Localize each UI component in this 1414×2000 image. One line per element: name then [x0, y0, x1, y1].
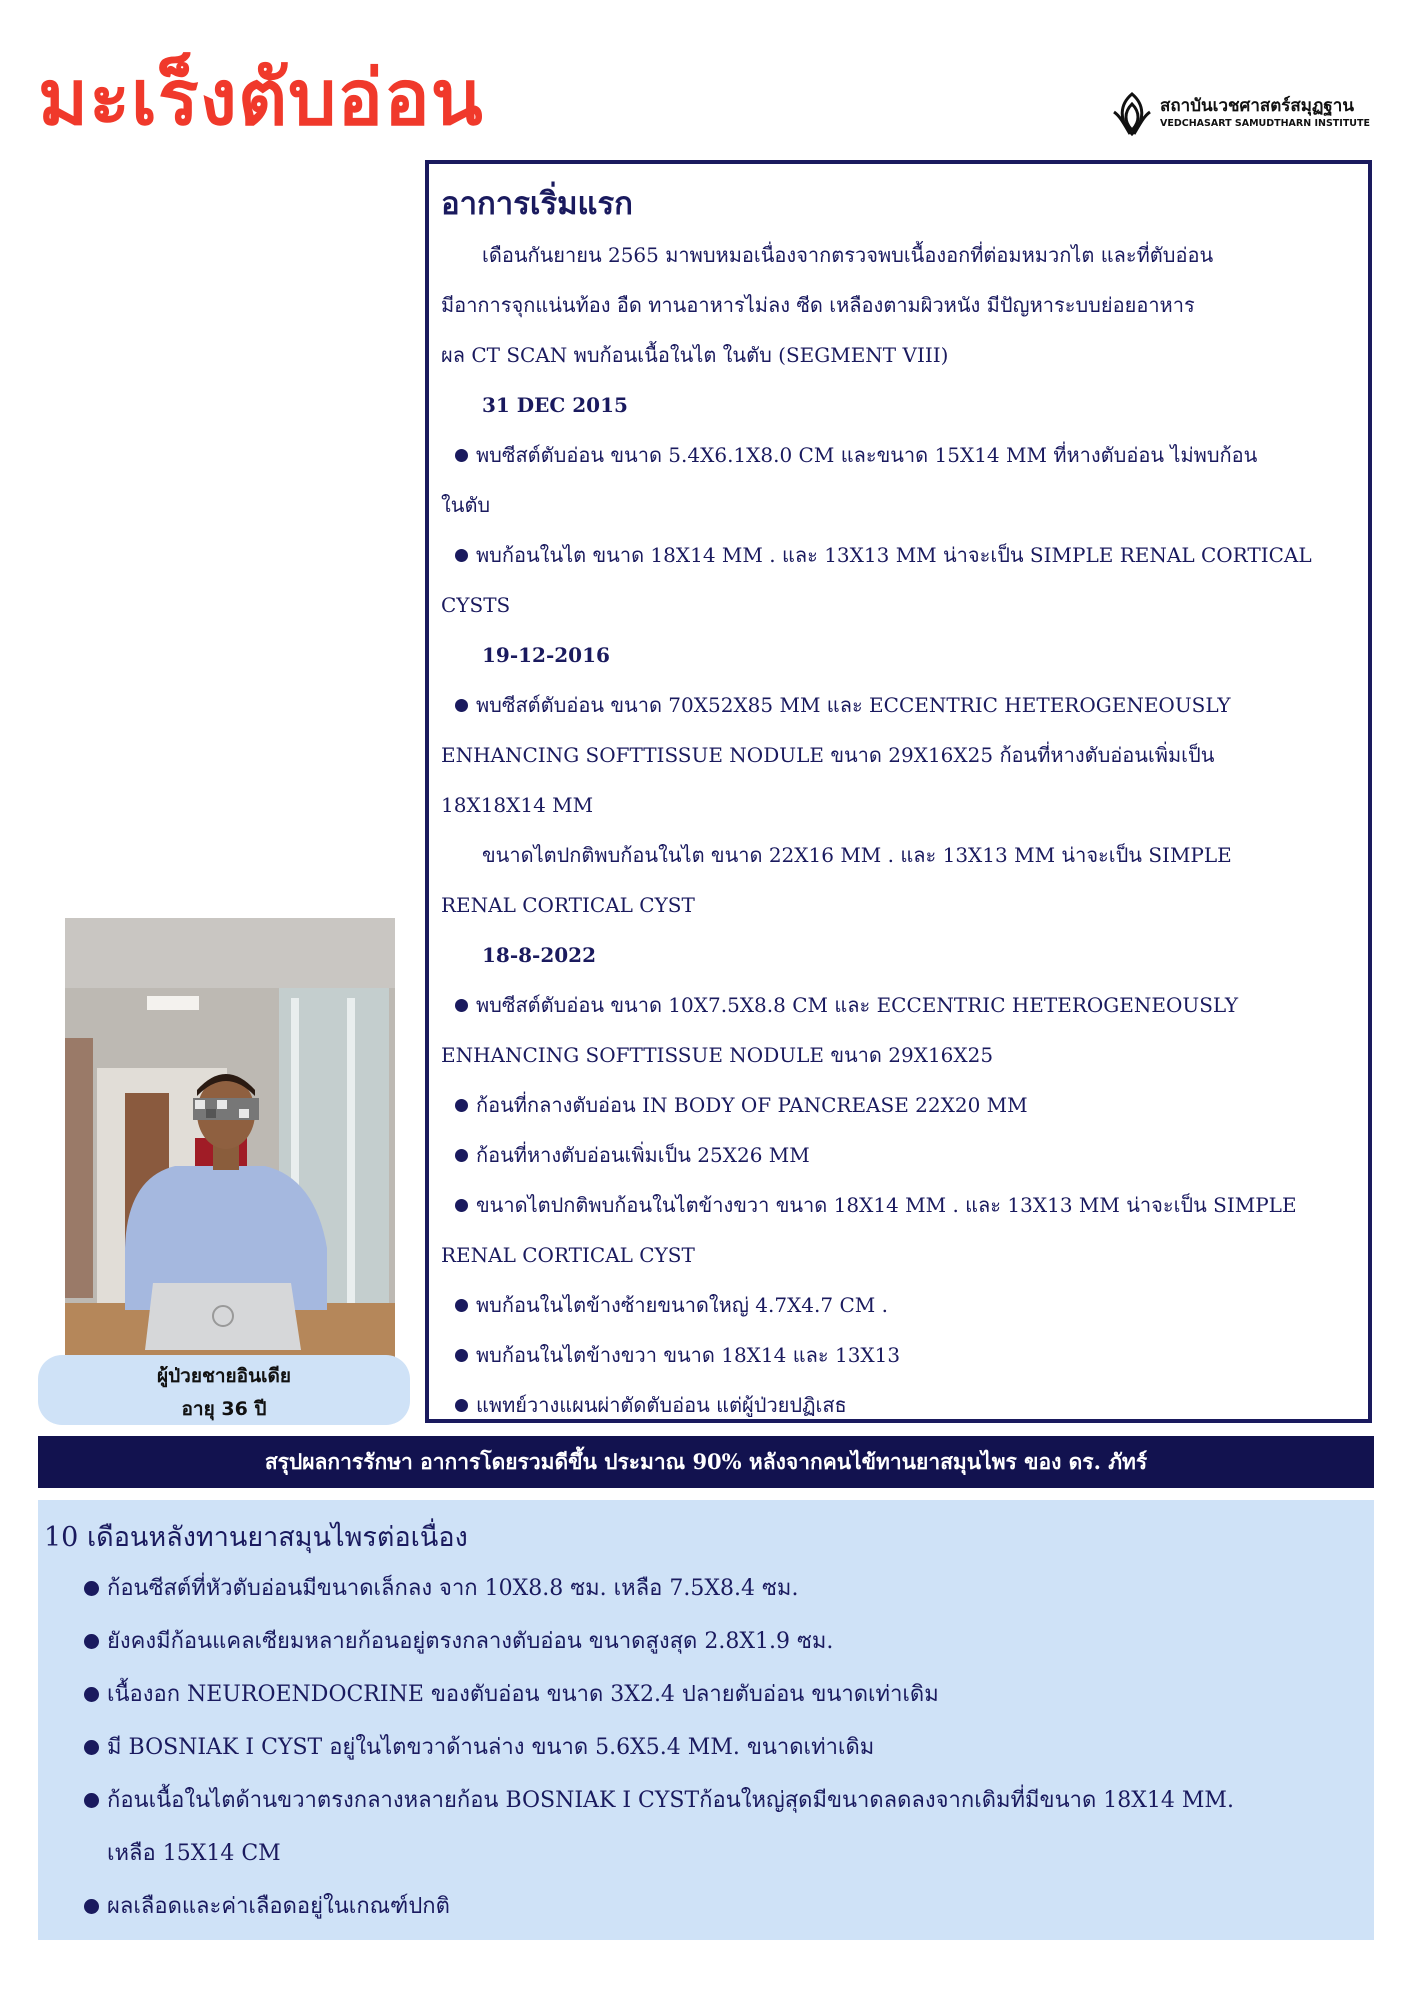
- bullet-icon: [84, 1634, 99, 1649]
- bullet-icon: [84, 1899, 99, 1914]
- patient-age: อายุ 36 ปี: [181, 1398, 267, 1420]
- summary-bullet-text: ยังคงมีก้อนแคลเซียมหลายก้อนอยู่ตรงกลางตับอ่อน ขนาดสูงสุด 2.8X1.9 ซม.: [107, 1629, 834, 1654]
- bullet-icon: [455, 449, 468, 462]
- bullet-icon: [455, 549, 468, 562]
- bullet-icon: [455, 1199, 468, 1212]
- bullet-icon: [455, 699, 468, 712]
- bullet-icon: [84, 1793, 99, 1808]
- lotus-logo-icon: [1110, 90, 1154, 138]
- history-bullet-item: [441, 1080, 1368, 1130]
- history-line: มีอาการจุกแน่นท้อง อืด ทานอาหารไม่ลง ซีด เหลืองตามผิวหนัง มีปัญหาระบบย่อยอาหาร: [441, 293, 1195, 318]
- history-bullet-text: พบก้อนในไตข้างขวา ขนาด 18X14 และ 13X13: [476, 1343, 901, 1368]
- history-bullet-item: [441, 1180, 1368, 1230]
- history-line: ผล CT SCAN พบก้อนเนื้อในไต ในตับ (SEGMENT VIII): [441, 343, 949, 368]
- history-box: [425, 160, 1372, 1423]
- history-line: CYSTS: [441, 593, 511, 618]
- history-bullet-text: พบก้อนในไตข้างซ้ายขนาดใหญ่ 4.7X4.7 CM .: [476, 1293, 888, 1318]
- summary-bullet-text: เนื้องอก NEUROENDOCRINE ของตับอ่อน ขนาด 3X2.4 ปลายตับอ่อน ขนาดเท่าเดิม: [107, 1682, 939, 1707]
- history-line: ENHANCING SOFTTISSUE NODULE ขนาด 29X16X25 ก้อนที่หางตับอ่อนเพิ่มเป็น: [441, 743, 1215, 768]
- summary-line: เหลือ 15X14 CM: [107, 1841, 281, 1866]
- history-bullet-item: [441, 1330, 1368, 1380]
- history-bullet-item: [441, 1130, 1368, 1180]
- bullet-icon: [84, 1581, 99, 1596]
- summary-bullet-text: ผลเลือดและค่าเลือดอยู่ในเกณฑ์ปกติ: [107, 1894, 450, 1919]
- history-date: 18-8-2022: [482, 943, 597, 968]
- summary-bullet-item: [44, 1774, 1374, 1827]
- summary-bullet-item: [44, 1668, 1374, 1721]
- history-date: 19-12-2016: [482, 643, 610, 668]
- patient-caption: ผู้ป่วยชายอินเดีย: [156, 1365, 292, 1387]
- history-bullet-text: ก้อนที่หางตับอ่อนเพิ่มเป็น 25X26 MM: [476, 1143, 810, 1168]
- summary-heading: 10 เดือนหลังทานยาสมุนไพรต่อเนื่อง: [44, 1522, 468, 1553]
- history-bullet-text: พบซีสต์ตับอ่อน ขนาด 10X7.5X8.8 CM และ ECCENTRIC HETEROGENEOUSLY: [476, 993, 1239, 1018]
- history-bullet-text: พบซีสต์ตับอ่อน ขนาด 5.4X6.1X8.0 CM และขนาด 15X14 MM ที่หางตับอ่อน ไม่พบก้อน: [476, 443, 1258, 468]
- bullet-icon: [84, 1687, 99, 1702]
- history-line: ในตับ: [441, 493, 491, 518]
- summary-banner: สรุปผลการรักษา อาการโดยรวมดีขึ้น ประมาณ 90% หลังจากคนไข้ทานยาสมุนไพร ของ ดร. ภัทร์: [38, 1436, 1374, 1488]
- summary-box: [38, 1500, 1374, 1940]
- history-bullet-item: [441, 680, 1368, 730]
- history-bullet-text: ขนาดไตปกติพบก้อนในไตข้างขวา ขนาด 18X14 MM . และ 13X13 MM น่าจะเป็น SIMPLE: [476, 1193, 1297, 1218]
- history-bullet-item: [441, 1380, 1368, 1423]
- summary-bullet-text: มี BOSNIAK I CYST อยู่ในไตขวาด้านล่าง ขนาด 5.6X5.4 MM. ขนาดเท่าเดิม: [107, 1735, 875, 1760]
- history-date: 31 DEC 2015: [482, 393, 628, 418]
- history-heading: อาการเริ่มแรก: [441, 186, 633, 222]
- patient-photo: [65, 918, 395, 1360]
- history-line: RENAL CORTICAL CYST: [441, 893, 695, 918]
- history-line: ขนาดไตปกติพบก้อนในไต ขนาด 22X16 MM . และ 13X13 MM น่าจะเป็น SIMPLE: [482, 843, 1232, 868]
- bullet-icon: [455, 1299, 468, 1312]
- history-bullet-item: [441, 530, 1368, 580]
- history-bullet-text: พบซีสต์ตับอ่อน ขนาด 70X52X85 MM และ ECCENTRIC HETEROGENEOUSLY: [476, 693, 1231, 718]
- logo-name-thai: สถาบันเวชศาสตร์สมุฏฐาน: [1160, 96, 1354, 116]
- bullet-icon: [455, 1349, 468, 1362]
- history-bullet-item: [441, 1280, 1368, 1330]
- logo-name-english: VEDCHASART SAMUDTHARN INSTITUTE: [1160, 118, 1370, 129]
- bullet-icon: [84, 1740, 99, 1755]
- history-bullet-text: ก้อนที่กลางตับอ่อน IN BODY OF PANCREASE 22X20 MM: [476, 1093, 1028, 1118]
- history-bullet-item: [441, 980, 1368, 1030]
- institute-logo: [1110, 90, 1390, 140]
- summary-bullet-text: ก้อนซีสต์ที่หัวตับอ่อนมีขนาดเล็กลง จาก 10X8.8 ซม. เหลือ 7.5X8.4 ซม.: [107, 1576, 799, 1601]
- history-line: เดือนกันยายน 2565 มาพบหมอเนื่องจากตรวจพบเนื้องอกที่ต่อมหมวกไต และที่ตับอ่อน: [482, 243, 1214, 268]
- bullet-icon: [455, 999, 468, 1012]
- history-bullet-text: แพทย์วางแผนผ่าตัดตับอ่อน แต่ผู้ป่วยปฏิเสธ: [476, 1393, 847, 1418]
- summary-bullet-item: [44, 1880, 1374, 1933]
- summary-bullet-text: ก้อนเนื้อในไตด้านขวาตรงกลางหลายก้อน BOSNIAK I CYSTก้อนใหญ่สุดมีขนาดลดลงจากเดิมที่มีขนาด 18X14 MM.: [107, 1788, 1234, 1813]
- history-bullet-text: พบก้อนในไต ขนาด 18X14 MM . และ 13X13 MM น่าจะเป็น SIMPLE RENAL CORTICAL: [476, 543, 1312, 568]
- summary-bullet-item: [44, 1721, 1374, 1774]
- bullet-icon: [455, 1399, 468, 1412]
- bullet-icon: [455, 1099, 468, 1112]
- summary-bullet-item: [44, 1615, 1374, 1668]
- history-bullet-item: [441, 430, 1368, 480]
- history-line: ENHANCING SOFTTISSUE NODULE ขนาด 29X16X25: [441, 1043, 994, 1068]
- history-line: 18X18X14 MM: [441, 793, 594, 818]
- page-title: มะเร็งตับอ่อน: [38, 53, 484, 142]
- bullet-icon: [455, 1149, 468, 1162]
- history-line: RENAL CORTICAL CYST: [441, 1243, 695, 1268]
- summary-bullet-item: [44, 1562, 1374, 1615]
